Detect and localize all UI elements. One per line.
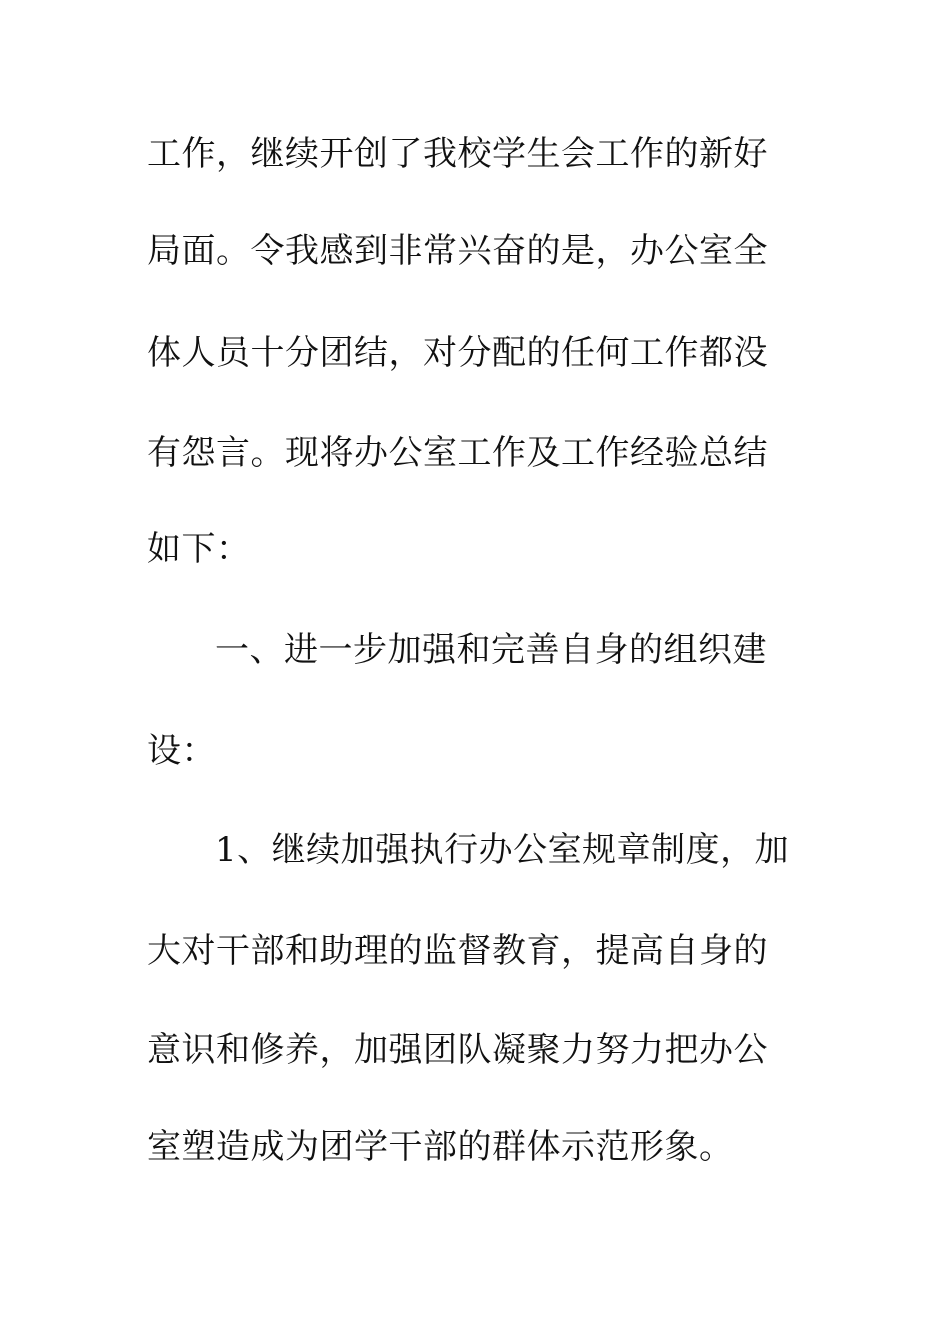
text-line-2: 局面。令我感到非常兴奋的是，办公室全 — [147, 231, 768, 271]
text-line-10: 意识和修养，加强团队凝聚力努力把办公 — [147, 1030, 768, 1070]
section-heading-1: 一、进一步加强和完善自身的组织建 — [215, 630, 767, 670]
text-line-3: 体人员十分团结，对分配的任何工作都没 — [147, 333, 768, 373]
text-line-4: 有怨言。现将办公室工作及工作经验总结 — [147, 433, 768, 473]
text-line-1: 工作，继续开创了我校学生会工作的新好 — [147, 134, 768, 174]
paragraph-item-1: 1、继续加强执行办公室规章制度，加 — [215, 830, 790, 870]
text-line-11: 室塑造成为团学干部的群体示范形象。 — [147, 1127, 734, 1167]
text-line-9: 大对干部和助理的监督教育，提高自身的 — [147, 931, 768, 971]
section-heading-1-cont: 设： — [147, 731, 216, 771]
text-line-5: 如下： — [147, 529, 251, 569]
